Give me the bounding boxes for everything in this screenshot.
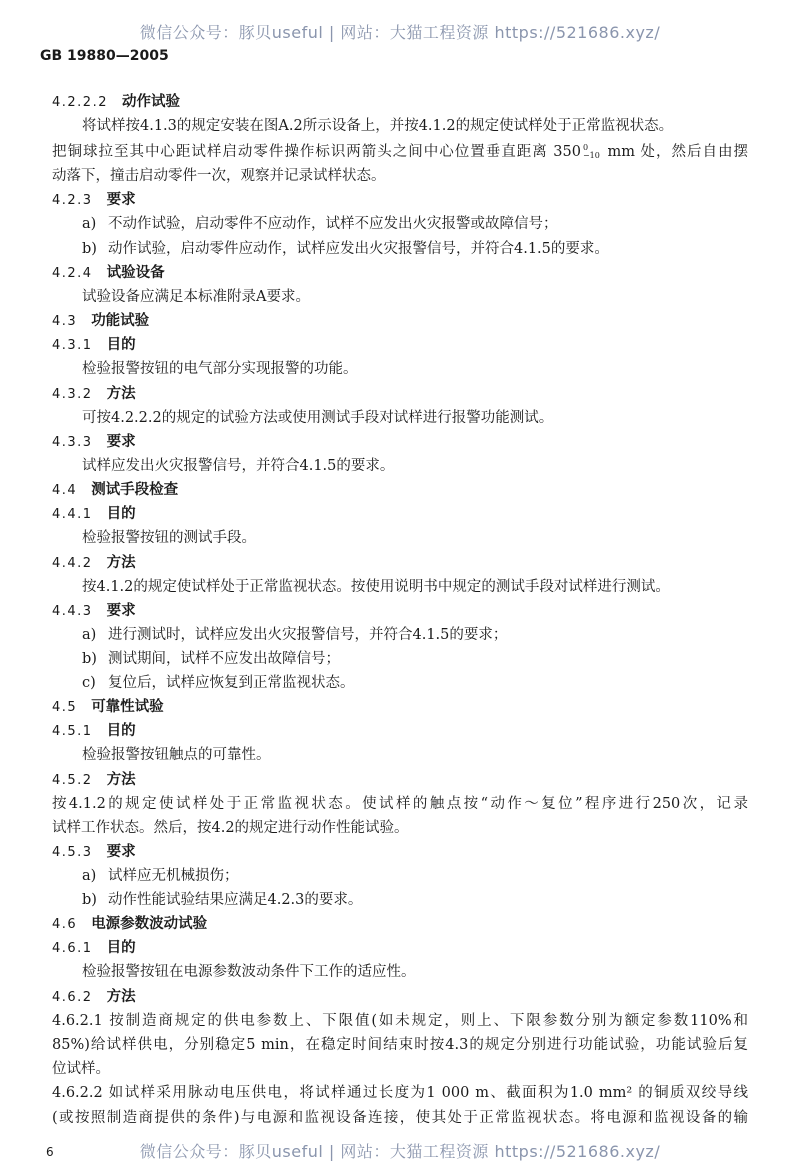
paragraph-line: 试样应发出火灾报警信号，并符合4.1.5的要求。 [82,458,395,474]
section-heading [52,721,136,742]
list-item [82,673,355,693]
section-title: 测试手段检查 [91,481,179,498]
list-item [82,649,340,669]
section-title: 要求 [106,602,136,619]
section-number: 4.3 [52,314,78,329]
section-number: 4.2.3 [52,193,93,208]
section-title: 试验设备 [106,264,165,281]
section-title: 方法 [106,771,136,788]
watermark-bottom: 微信公众号：豚贝useful | 网站：大猫工程资源 https://521686.xyz/ [139,1142,661,1161]
section-title: 目的 [106,939,136,956]
paragraph-line: 可按4.2.2.2的规定的试验方法或使用测试手段对试样进行报警功能测试。 [82,410,554,426]
paragraph-line: 检验报警按钮在电源参数波动条件下工作的适应性。 [82,964,416,980]
section-heading [52,504,136,525]
list-item-text: 不动作试验，启动零件不应动作，试样不应发出火灾报警或故障信号； [108,216,558,232]
section-number: 4.4.1 [52,507,93,522]
section-title: 方法 [106,554,136,571]
section-number: 4.4.2 [52,556,93,571]
section-title: 方法 [106,385,136,402]
list-item-text: 复位后，试样应恢复到正常监视状态。 [108,675,355,691]
list-item-text: 试样应无机械损伤； [108,868,239,884]
paragraph-line: 按4.1.2的规定使试样处于正常监视状态。按使用说明书中规定的测试手段对试样进行测试。 [82,579,670,595]
list-item-text: 动作试验，启动零件应动作，试样应发出火灾报警信号，并符合4.1.5的要求。 [108,241,609,257]
section-heading [52,987,136,1008]
standard-code: GB 19880—2005 [40,48,169,64]
paragraph-line: 85%)给试样供电，分别稳定5 min，在稳定时间结束时按4.3的规定分别进行功能试验，功能试验后复 [52,1037,748,1053]
section-heading [52,480,178,501]
section-number: 4.6.2 [52,990,93,1005]
section-number: 4.3.3 [52,435,93,450]
list-item-text: 动作性能试验结果应满足4.2.3的要求。 [108,892,363,908]
section-heading [52,601,136,622]
section-title: 方法 [106,988,136,1005]
list-item [82,625,507,645]
list-item-label: b) [82,651,97,667]
paragraph-line: 把铜球拉至其中心距试样启动零件操作标识两箭头之间中心位置垂直距离 350 0 −10 mm 处，然后自由摆 [52,143,748,160]
section-heading [52,697,164,718]
section-number: 4.4 [52,483,78,498]
watermark-top: 微信公众号：豚贝useful | 网站：大猫工程资源 https://521686.xyz/ [139,23,661,42]
list-item-label: a) [82,627,97,643]
section-heading [52,190,136,211]
list-item [82,890,362,910]
list-item-label: a) [82,868,97,884]
section-number: 4.2.4 [52,266,93,281]
list-item [82,214,558,234]
list-item [82,239,609,259]
section-heading [52,938,136,959]
list-item-label: a) [82,216,97,232]
section-number: 4.6.1 [52,941,93,956]
section-number: 4.3.2 [52,387,93,402]
section-heading [52,432,136,453]
section-title: 要求 [106,191,136,208]
section-title: 要求 [106,433,136,450]
paragraph-line: 按4.1.2的规定使试样处于正常监视状态。使试样的触点按“动作～复位”程序进行250次，记录 [52,796,748,812]
section-number: 4.4.3 [52,604,93,619]
paragraph-line: 动落下，撞击启动零件一次，观察并记录试样状态。 [52,168,386,184]
section-title: 动作试验 [121,93,180,110]
paragraph-line: 检验报警按钮的电气部分实现报警的功能。 [82,361,358,377]
section-number: 4.2.2.2 [52,95,108,110]
list-item-label: b) [82,892,97,908]
section-number: 4.6 [52,917,78,932]
section-heading [52,263,165,284]
list-item-text: 进行测试时，试样应发出火灾报警信号，并符合4.1.5的要求； [108,627,508,643]
section-number: 4.5.2 [52,773,93,788]
paragraph-line: 将试样按4.1.3的规定安装在图A.2所示设备上，并按4.1.2的规定使试样处于正常监视状态。 [82,118,674,134]
tolerance: 0 −10 [582,143,600,160]
section-title: 功能试验 [91,312,150,329]
section-number: 4.5.3 [52,845,93,860]
paragraph-line: (或按照制造商提供的条件)与电源和监视设备连接，使其处于正常监视状态。将电源和监视设备的输 [52,1110,748,1126]
section-number: 4.5.1 [52,724,93,739]
section-number: 4.5 [52,700,78,715]
paragraph-line: 检验报警按钮触点的可靠性。 [82,747,271,763]
section-heading [52,553,136,574]
list-item-label: b) [82,241,97,257]
section-heading [52,384,136,405]
section-title: 目的 [106,336,136,353]
section-title: 可靠性试验 [91,698,164,715]
section-heading [52,770,136,791]
section-heading [52,335,136,356]
paragraph-line: 4.6.2.2 如试样采用脉动电压供电，将试样通过长度为1 000 m、截面积为1.0 mm² 的铜质双绞导线 [52,1085,748,1101]
section-title: 电源参数波动试验 [91,915,208,932]
list-item [82,866,239,886]
list-item-label: c) [82,675,96,691]
section-heading [52,914,207,935]
section-number: 4.3.1 [52,338,93,353]
page-number: 6 [46,1145,54,1159]
paragraph-line: 检验报警按钮的测试手段。 [82,530,256,546]
paragraph-line: 试验设备应满足本标准附录A要求。 [82,289,310,305]
section-heading [52,842,136,863]
section-title: 目的 [106,505,136,522]
paragraph-line: 试样工作状态。然后，按4.2的规定进行动作性能试验。 [52,820,409,836]
section-title: 要求 [106,843,136,860]
paragraph-line: 4.6.2.1 按制造商规定的供电参数上、下限值(如未规定，则上、下限参数分别为额定参数110%和 [52,1013,748,1029]
section-heading [52,311,149,332]
list-item-text: 测试期间，试样不应发出故障信号； [108,651,340,667]
paragraph-line: 位试样。 [52,1061,110,1077]
section-heading [52,92,180,113]
section-title: 目的 [106,722,136,739]
